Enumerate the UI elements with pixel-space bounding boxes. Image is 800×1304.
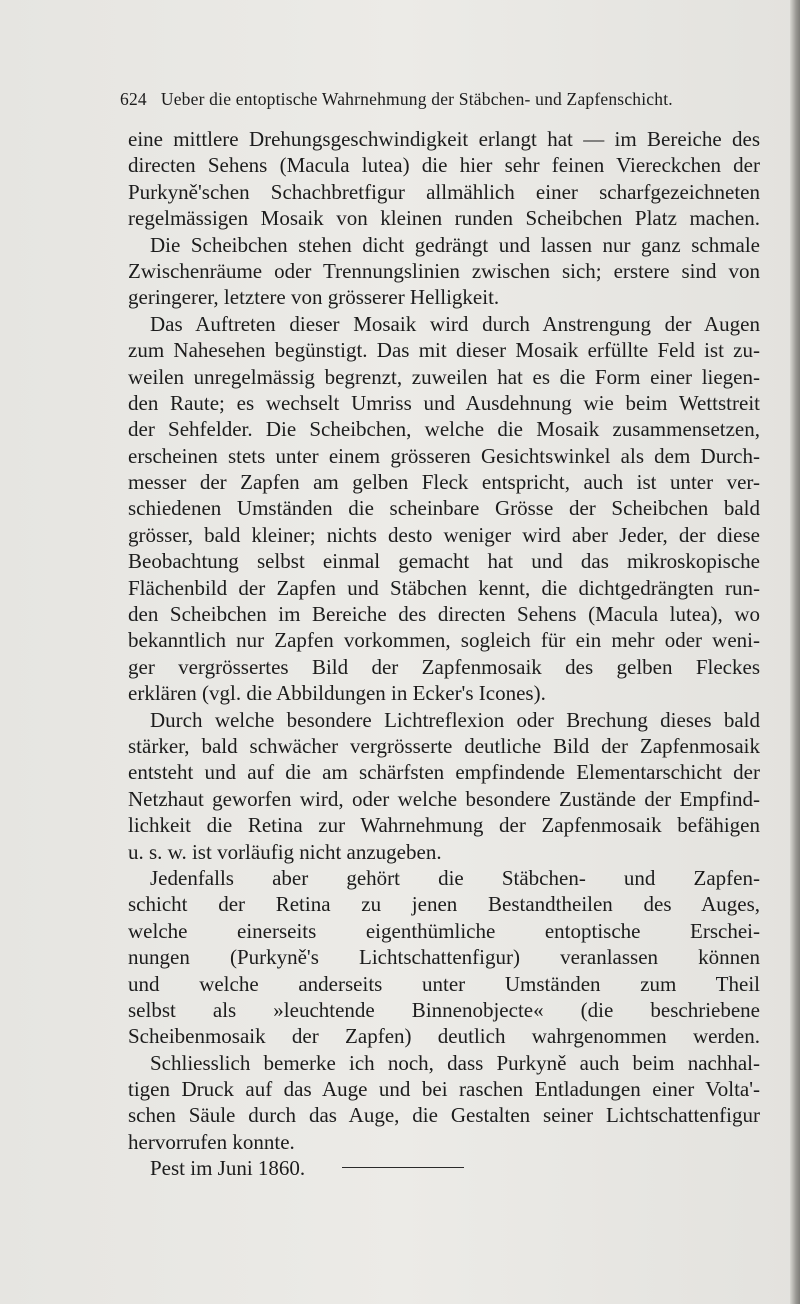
text-line: Flächenbild der Zapfen und Stäbchen kennt, die dichtgedrängten run-: [128, 575, 760, 600]
text-line: Schliesslich bemerke ich noch, dass Purkyně auch beim nachhal-: [150, 1050, 760, 1075]
text-line: erklären (vgl. die Abbildungen in Ecker's Icones).: [128, 681, 546, 706]
text-line: ger vergrössertes Bild der Zapfenmosaik des gelben Fleckes: [128, 654, 760, 679]
text-line: nungen (Purkyně's Lichtschattenfigur) veranlassen können: [128, 945, 760, 970]
text-line: directen Sehens (Macula lutea) die hier sehr feinen Viereckchen der: [128, 153, 760, 178]
text-line: selbst als »leuchtende Binnenobjecte« (die beschriebene: [128, 997, 760, 1022]
text-line: Scheibenmosaik der Zapfen) deutlich wahrgenommen werden.: [128, 1024, 760, 1049]
text-line: messer der Zapfen am gelben Fleck entspricht, auch ist unter ver-: [128, 470, 760, 495]
text-line: Zwischenräume oder Trennungslinien zwischen sich; erstere sind von: [128, 258, 760, 283]
text-line: schen Säule durch das Auge, die Gestalten seiner Lichtschattenfigur: [128, 1103, 760, 1128]
text-line: Beobachtung selbst einmal gemacht hat und das mikroskopische: [128, 549, 760, 574]
text-line: weilen unregelmässig begrenzt, zuweilen hat es die Form einer liegen-: [128, 364, 760, 389]
text-line: zum Nahesehen begünstigt. Das mit dieser Mosaik erfüllte Feld ist zu-: [128, 338, 760, 363]
text-line: bekanntlich nur Zapfen vorkommen, sogleich für ein mehr oder weni-: [128, 628, 760, 653]
running-title: Ueber die entoptische Wahrnehmung der Stäbchen- und Zapfenschicht.: [160, 89, 673, 109]
text-line: schiedenen Umständen die scheinbare Grösse der Scheibchen bald: [128, 496, 760, 521]
text-line: Das Auftreten dieser Mosaik wird durch Anstrengung der Augen: [150, 311, 760, 336]
page-edge: [790, 0, 800, 1304]
running-header: [120, 89, 780, 110]
text-line: hervorrufen konnte.: [128, 1129, 295, 1154]
text-line: grösser, bald kleiner; nichts desto weniger wird aber Jeder, der diese: [128, 522, 760, 547]
text-line: Die Scheibchen stehen dicht gedrängt und lassen nur ganz schmale: [150, 232, 760, 257]
text-line: schicht der Retina zu jenen Bestandtheilen des Auges,: [128, 892, 760, 917]
text-line: Jedenfalls aber gehört die Stäbchen- und Zapfen-: [150, 865, 760, 890]
text-line: Netzhaut geworfen wird, oder welche besondere Zustände der Empfind-: [128, 786, 760, 811]
text-line: lichkeit die Retina zur Wahrnehmung der Zapfenmosaik befähigen: [128, 813, 760, 838]
text-line: eine mittlere Drehungsgeschwindigkeit erlangt hat — im Bereiche des: [128, 127, 760, 151]
body-text: [128, 126, 760, 1182]
text-line: den Raute; es wechselt Umriss und Ausdehnung wie beim Wettstreit: [128, 390, 760, 415]
text-line: der Sehfelder. Die Scheibchen, welche die Mosaik zusammensetzen,: [128, 417, 760, 442]
text-line: entsteht und auf die am schärfsten empfindende Elementarschicht der: [128, 760, 760, 785]
text-line: und welche anderseits unter Umständen zum Theil: [128, 971, 760, 996]
page-number: 624: [120, 89, 147, 109]
text-line: regelmässigen Mosaik von kleinen runden Scheibchen Platz machen.: [128, 206, 760, 231]
closing-rule: [342, 1167, 464, 1168]
text-line: Durch welche besondere Lichtreflexion oder Brechung dieses bald: [150, 707, 760, 732]
text-line: geringerer, letztere von grösserer Helligkeit.: [128, 285, 500, 310]
text-line: Pest im Juni 1860.: [150, 1156, 306, 1181]
text-line: stärker, bald schwächer vergrösserte deutliche Bild der Zapfenmosaik: [128, 733, 760, 758]
text-line: Purkyně'schen Schachbretfigur allmählich einer scharfgezeichneten: [128, 179, 760, 204]
text-line: u. s. w. ist vorläufig nicht anzugeben.: [128, 839, 442, 864]
text-line: tigen Druck auf das Auge und bei raschen Entladungen einer Volta'-: [128, 1077, 760, 1102]
text-line: welche einerseits eigenthümliche entoptische Erschei-: [128, 918, 760, 943]
text-line: erscheinen stets unter einem grösseren Gesichtswinkel als dem Durch-: [128, 443, 760, 468]
text-line: den Scheibchen im Bereiche des directen Sehens (Macula lutea), wo: [128, 602, 760, 627]
